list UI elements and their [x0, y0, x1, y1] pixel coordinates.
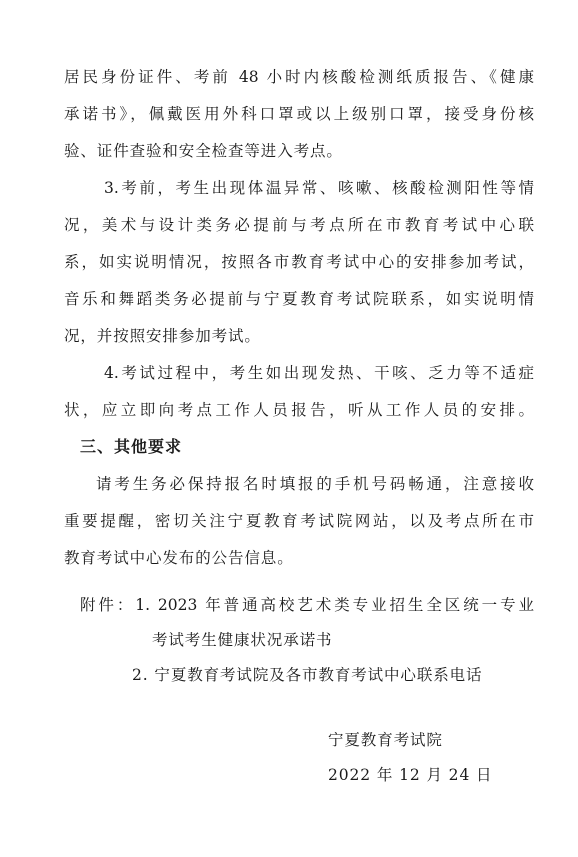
- attachment-item: 2. 宁夏教育考试院及各市教育考试中心联系电话: [132, 666, 483, 684]
- paragraph-line: 居民身份证件、考前 48 小时内核酸检测纸质报告、《健康: [64, 68, 534, 86]
- paragraph-line: 状，应立即向考点工作人员报告，听从工作人员的安排。: [64, 401, 534, 419]
- paragraph-line: 音乐和舞蹈类务必提前与宁夏教育考试院联系，如实说明情: [64, 290, 534, 308]
- paragraph-line: 4.考试过程中，考生如出现发热、干咳、乏力等不适症: [104, 364, 534, 382]
- paragraph-line: 教育考试中心发布的公告信息。: [64, 549, 294, 567]
- paragraph-line: 请考生务必保持报名时填报的手机号码畅通，注意接收: [96, 475, 534, 493]
- section-heading: 三、其他要求: [80, 437, 183, 456]
- paragraph-line: 重要提醒，密切关注宁夏教育考试院网站，以及考点所在市: [64, 512, 534, 530]
- signature-organization: 宁夏教育考试院: [328, 731, 443, 749]
- paragraph-line: 系，如实说明情况，按照各市教育考试中心的安排参加考试，: [64, 253, 534, 271]
- attachment-item: 附件：1. 2023 年普通高校艺术类专业招生全区统一专业: [80, 596, 534, 614]
- attachment-item-continued: 考试考生健康状况承诺书: [152, 631, 333, 649]
- paragraph-line: 况，并按照安排参加考试。: [64, 327, 261, 345]
- paragraph-line: 承诺书》，佩戴医用外科口罩或以上级别口罩，接受身份核: [64, 105, 534, 123]
- paragraph-line: 况，美术与设计类务必提前与考点所在市教育考试中心联: [64, 216, 534, 234]
- paragraph-line: 3.考前，考生出现体温异常、咳嗽、核酸检测阳性等情: [104, 179, 534, 197]
- signature-date: 2022 年 12 月 24 日: [328, 766, 493, 784]
- paragraph-line: 验、证件查验和安全检查等进入考点。: [64, 142, 343, 160]
